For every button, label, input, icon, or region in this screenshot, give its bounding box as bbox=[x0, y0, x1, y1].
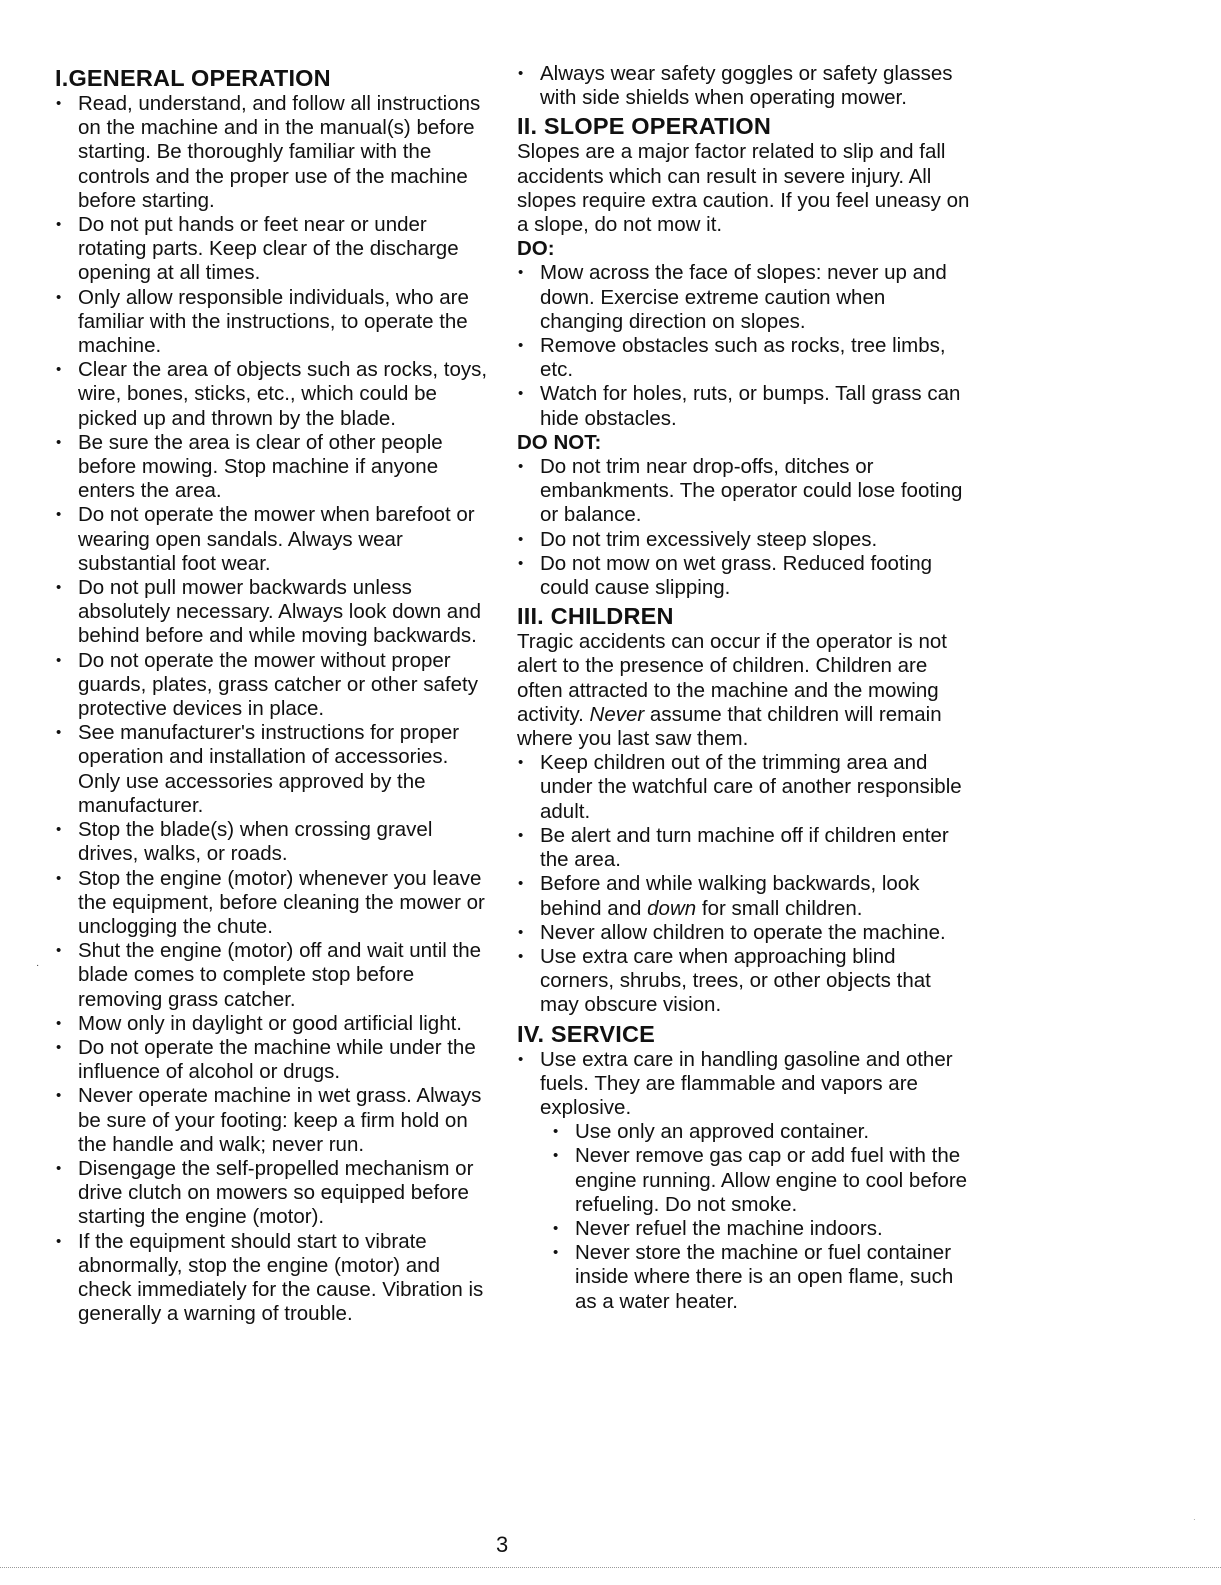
list-item: • Stop the blade(s) when crossing gravel drives, walks, or roads. bbox=[55, 818, 495, 866]
scan-dot: · bbox=[36, 960, 40, 971]
do-not-label: DO NOT: bbox=[517, 430, 602, 454]
list-item bbox=[517, 872, 972, 920]
slope-intro: Slopes are a major factor related to slip and fall accidents which can result in severe injury. All slopes require extra caution. If you feel uneasy on a slope, do not mow it. bbox=[517, 140, 970, 237]
list-item: • Watch for holes, ruts, or bumps. Tall grass can hide obstacles. bbox=[517, 382, 972, 430]
slope-do-list bbox=[517, 261, 972, 430]
list-item: • Read, understand, and follow all instructions on the machine and in the manual(s) before starting. Be thoroughly familiar with the controls and the proper use of the machine before starting. bbox=[55, 92, 495, 213]
right-column bbox=[517, 62, 972, 1314]
list-item: • Do not operate the mower when barefoot or wearing open sandals. Always wear substantial foot wear. bbox=[55, 503, 495, 576]
list-item: • Shut the engine (motor) off and wait until the blade comes to complete stop before removing grass catcher. bbox=[55, 939, 495, 1012]
children-intro-text-1: Tragic accidents can occur if the operator is not alert to the presence of children. Children are often attracted to the machine and the mowing activity. bbox=[517, 630, 947, 726]
list-item: • Disengage the self-propelled mechanism or drive clutch on mowers so equipped before starting the engine (motor). bbox=[55, 1157, 495, 1230]
sub-item: • Never refuel the machine indoors. bbox=[552, 1217, 972, 1241]
list-item: • Never allow children to operate the machine. bbox=[517, 921, 972, 945]
list-item: • Only allow responsible individuals, who are familiar with the instructions, to operate the machine. bbox=[55, 286, 495, 359]
list-item: • Do not operate the machine while under the influence of alcohol or drugs. bbox=[55, 1036, 495, 1084]
sub-item: • Never remove gas cap or add fuel with the engine running. Allow engine to cool before refueling. Do not smoke. bbox=[552, 1144, 972, 1217]
service-item-text: Use extra care in handling gasoline and other fuels. They are flammable and vapors are explosive. bbox=[540, 1047, 953, 1119]
list-item: • Be sure the area is clear of other people before mowing. Stop machine if anyone enters the area. bbox=[55, 431, 495, 504]
sub-item: • Never store the machine or fuel container inside where there is an open flame, such as a water heater. bbox=[552, 1241, 972, 1314]
section-title-general-operation: I.GENERAL OPERATION bbox=[55, 65, 331, 91]
general-operation-list bbox=[55, 92, 495, 1326]
children-intro-emphasis: Never bbox=[589, 702, 645, 726]
section-title-service: IV. SERVICE bbox=[517, 1020, 656, 1047]
list-item: • Do not operate the mower without proper guards, plates, grass catcher or other safety protective devices in place. bbox=[55, 649, 495, 722]
list-item: • Do not pull mower backwards unless absolutely necessary. Always look down and behind before and while moving backwards. bbox=[55, 576, 495, 649]
list-item: • Use extra care when approaching blind corners, shrubs, trees, or other objects that may obscure vision. bbox=[517, 945, 972, 1018]
bottom-rule-divider bbox=[0, 1567, 1221, 1568]
list-item: • See manufacturer's instructions for proper operation and installation of accessories. Only use accessories approved by the manufacturer. bbox=[55, 721, 495, 818]
sub-item: • Use only an approved container. bbox=[552, 1120, 972, 1144]
list-item: • Keep children out of the trimming area and under the watchful care of another responsible adult. bbox=[517, 751, 972, 824]
list-item: • Do not mow on wet grass. Reduced footing could cause slipping. bbox=[517, 552, 972, 600]
list-item-text-1: Before and while walking backwards, look behind and bbox=[540, 872, 920, 920]
goggles-list bbox=[517, 62, 972, 110]
list-item: • Mow across the face of slopes: never up and down. Exercise extreme caution when changing direction on slopes. bbox=[517, 261, 972, 334]
left-column bbox=[55, 62, 495, 1326]
list-item-emphasis: down bbox=[647, 896, 697, 920]
list-item: • Stop the engine (motor) whenever you leave the equipment, before cleaning the mower or unclogging the chute. bbox=[55, 867, 495, 940]
list-item-safety-goggles: • Always wear safety goggles or safety glasses with side shields when operating mower. bbox=[517, 62, 972, 110]
children-intro bbox=[517, 630, 972, 751]
list-item: • Do not put hands or feet near or under rotating parts. Keep clear of the discharge opening at all times. bbox=[55, 213, 495, 286]
section-title-slope-operation: II. SLOPE OPERATION bbox=[517, 113, 772, 140]
slope-do-not-list bbox=[517, 455, 972, 600]
children-list bbox=[517, 751, 972, 1017]
list-item: • Do not trim near drop-offs, ditches or embankments. The operator could lose footing or balance. bbox=[517, 455, 972, 528]
list-item bbox=[517, 1048, 972, 1314]
list-item: • Be alert and turn machine off if children enter the area. bbox=[517, 824, 972, 872]
section-title-children: III. CHILDREN bbox=[517, 603, 674, 630]
list-item: • Remove obstacles such as rocks, tree limbs, etc. bbox=[517, 334, 972, 382]
list-item-text-2: for small children. bbox=[696, 896, 863, 920]
list-item: • Do not trim excessively steep slopes. bbox=[517, 528, 972, 552]
service-subitems bbox=[552, 1120, 972, 1314]
list-item: • If the equipment should start to vibrate abnormally, stop the engine (motor) and check immediately for the cause. Vibration is generally a warning of trouble. bbox=[55, 1230, 495, 1327]
page-number: 3 bbox=[496, 1532, 509, 1557]
list-item: • Mow only in daylight or good artificial light. bbox=[55, 1012, 495, 1036]
children-intro-text-2: assume that children will remain where you last saw them. bbox=[517, 702, 942, 751]
service-list bbox=[517, 1048, 972, 1314]
list-item: • Never operate machine in wet grass. Always be sure of your footing: keep a firm hold on the handle and walk; never run. bbox=[55, 1084, 495, 1157]
do-label: DO: bbox=[517, 237, 555, 261]
list-item: • Clear the area of objects such as rocks, toys, wire, bones, sticks, etc., which could be picked up and thrown by the blade. bbox=[55, 358, 495, 431]
scan-speck: · bbox=[1193, 1515, 1196, 1524]
